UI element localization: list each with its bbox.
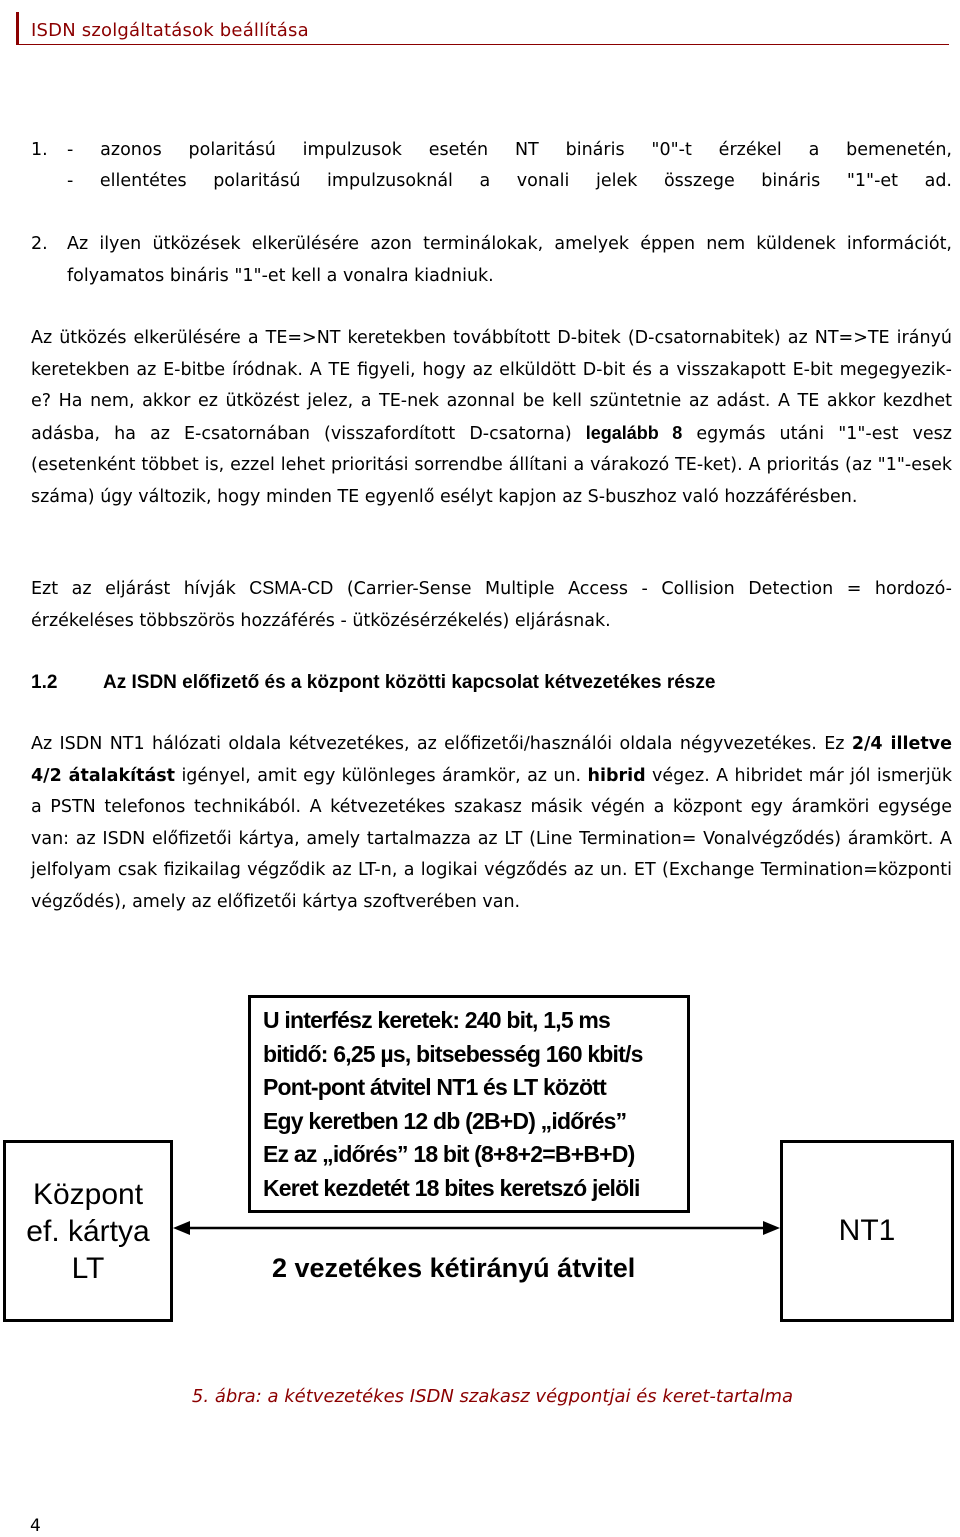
box-label: Központ (32, 1177, 144, 1211)
list-line: - azonos polaritású impulzusok esetén NT bináris "0"-t érzékel a bemenetén, (67, 140, 952, 160)
list-number: 1. (31, 140, 48, 160)
info-line: Ez az „időrés” 18 bit (8+8+2=B+B+D) (263, 1141, 635, 1167)
emphasis: 2/4 illetve 4/2 átalakítást (31, 734, 953, 786)
info-line: U interfész keretek: 240 bit, 1,5 ms (263, 1007, 611, 1033)
box-label: ef. kártya (26, 1214, 150, 1248)
list-text: Az ilyen ütközések elkerülésére azon terminálokak, amelyek éppen nem küldenek információt, folyamatos bináris "1"-et kell a vonalra kiadniuk. (67, 234, 952, 286)
paragraph: Az ütközés elkerülésére a TE=>NT keretekben továbbított D-bitek (D-csatornabitek) az NT=>TE irányú keretekben az E-bitbe íródnak. A TE figyeli, hogy az elküldött D-bit és a visszakapott E-bit megegyezik-e? Ha nem, akkor ez ütközést jelez, a TE-nek azonnal be kell szüntetnie az adást. A TE akkor kezdhet adásba, ha az E-csatornában (visszafordított D-csatorna) legalább 8 egymás utáni "1"-est vesz (esetenként többet is, ezzel lehet prioritási sorrendbe állítani a várakozó TE-ket). A prioritás (az "1"-esek száma) úgy változik, hogy minden TE egyenlő esélyt kapjon az S-buszhoz való hozzáférésben. (31, 328, 952, 507)
emphasis: CSMA-CD (249, 578, 334, 598)
list-number: 2. (31, 234, 48, 254)
info-line: Keret kezdetét 18 bites keretszó jelöli (263, 1174, 640, 1201)
emphasis: legalább 8 (585, 422, 683, 443)
info-line: Pont-pont átvitel NT1 és LT között (263, 1074, 606, 1100)
list-line: - ellentétes polaritású impulzusoknál a vonali jelek összege bináris "1"-et ad. (67, 171, 952, 191)
arrow-right-head (763, 1221, 780, 1235)
box-label: NT1 (838, 1214, 896, 1247)
arrow-left-head (173, 1221, 190, 1235)
paragraph: Ezt az eljárást hívják CSMA-CD (Carrier-Sense Multiple Access - Collision Detection = hordozó-érzékeléses többszörös hozzáférés - ütközésérzékelés) eljárásnak. (31, 578, 952, 631)
box-label: LT (71, 1251, 105, 1285)
emphasis: hibrid (587, 765, 646, 786)
paragraph: Az ISDN NT1 hálózati oldala kétvezetékes, az előfizetői/használói oldala négyvezetékes. Ez 2/4 illetve 4/2 átalakítást igényel, amit egy különleges áramkör, az un. hibrid végez. A hibridet már jól ismerjük a PSTN telefonos technikából. A kétvezetékes szakasz másik végén a központ egy áramköri egysége van: az ISDN előfizetői kártya, amely tartalmazza az LT (Line Termination= Vonalvégződés) áramkört. A jelfolyam csak fizikailag végződik az LT-n, a logikai végződés az un. ET (Exchange Termination=központi végződés), amely az előfizetői kártya szoftverében van. (31, 734, 953, 912)
info-line: Egy keretben 12 db (2B+D) „időrés” (263, 1107, 627, 1134)
info-line: bitidő: 6,25 µs, bitsebesség 160 kbit/s (263, 1040, 643, 1067)
section-title: 1.2 Az ISDN előfizető és a központ közötti kapcsolat kétvezetékes része (31, 672, 716, 693)
figure-caption: 5. ábra: a kétvezetékes ISDN szakasz végpontjai és keret-tartalma (191, 1386, 794, 1407)
arrow-label: 2 vezetékes kétirányú átvitel (272, 1253, 636, 1283)
header-title: ISDN szolgáltatások beállítása (31, 20, 309, 41)
page-number: 4 (30, 1516, 41, 1536)
